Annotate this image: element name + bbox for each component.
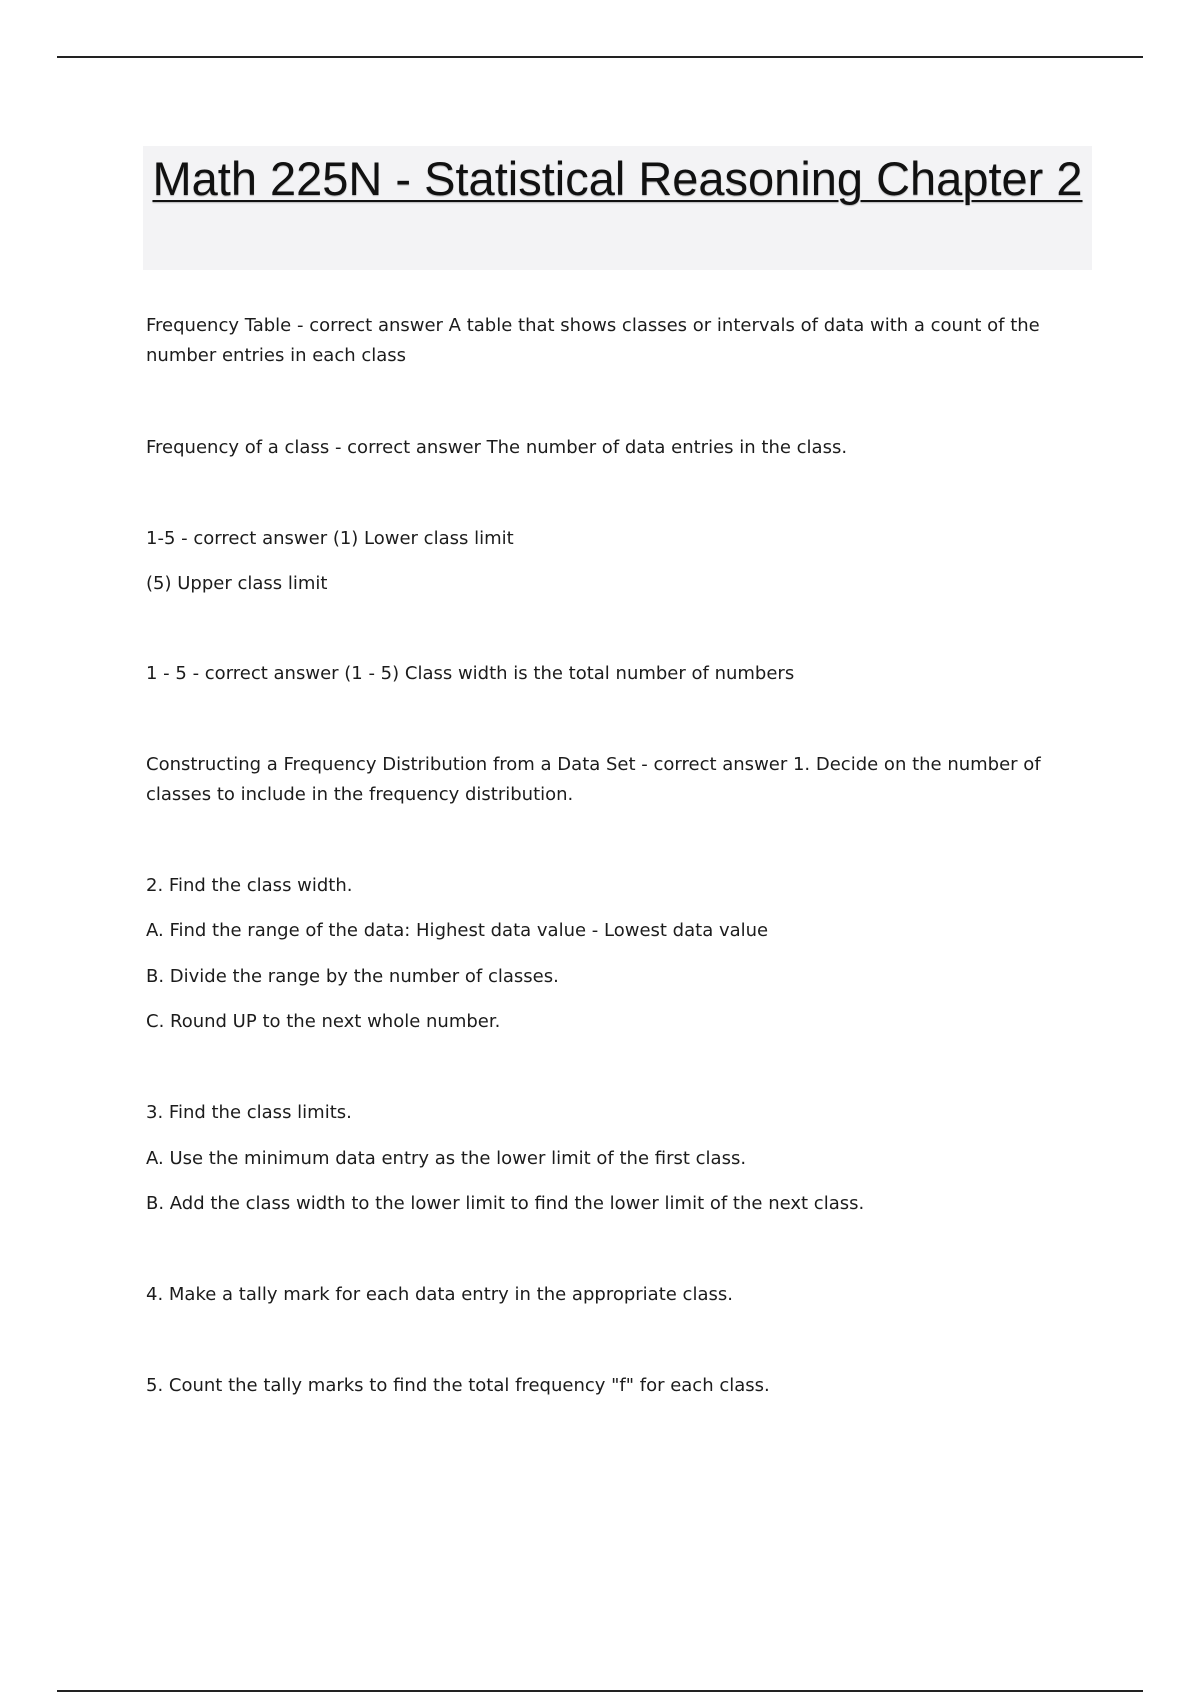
paragraph-step-2b: B. Divide the range by the number of classes. (146, 966, 559, 987)
paragraph-step-5: 5. Count the tally marks to find the total frequency "f" for each class. (146, 1375, 770, 1396)
paragraph-upper-class-limit: (5) Upper class limit (146, 573, 328, 594)
paragraph-step-4: 4. Make a tally mark for each data entry in the appropriate class. (146, 1284, 733, 1305)
paragraph-step-2a: A. Find the range of the data: Highest data value - Lowest data value (146, 920, 769, 941)
paragraph-step-2c: C. Round UP to the next whole number. (146, 1011, 501, 1032)
paragraph-frequency-table: Frequency Table - correct answer A table that shows classes or intervals of data with a count of the number entries in each class (146, 315, 1040, 366)
paragraph-step-2: 2. Find the class width. (146, 875, 353, 896)
paragraph-lower-class-limit: 1-5 - correct answer (1) Lower class limit (146, 528, 514, 549)
document-title: Math 225N - Statistical Reasoning Chapter 2 (152, 152, 1083, 205)
paragraph-step-3: 3. Find the class limits. (146, 1102, 352, 1123)
paragraph-constructing-distribution: Constructing a Frequency Distribution from a Data Set - correct answer 1. Decide on the number of classes to include in the frequency distribution. (146, 754, 1041, 805)
paragraph-step-3b: B. Add the class width to the lower limit to find the lower limit of the next class. (146, 1193, 865, 1214)
title-banner (143, 146, 1092, 270)
top-rule (57, 56, 1143, 58)
paragraph-step-3a: A. Use the minimum data entry as the lower limit of the first class. (146, 1148, 747, 1169)
bottom-rule (57, 1690, 1143, 1692)
paragraph-frequency-of-class: Frequency of a class - correct answer The number of data entries in the class. (146, 437, 848, 458)
paragraph-class-width: 1 - 5 - correct answer (1 - 5) Class width is the total number of numbers (146, 663, 795, 684)
